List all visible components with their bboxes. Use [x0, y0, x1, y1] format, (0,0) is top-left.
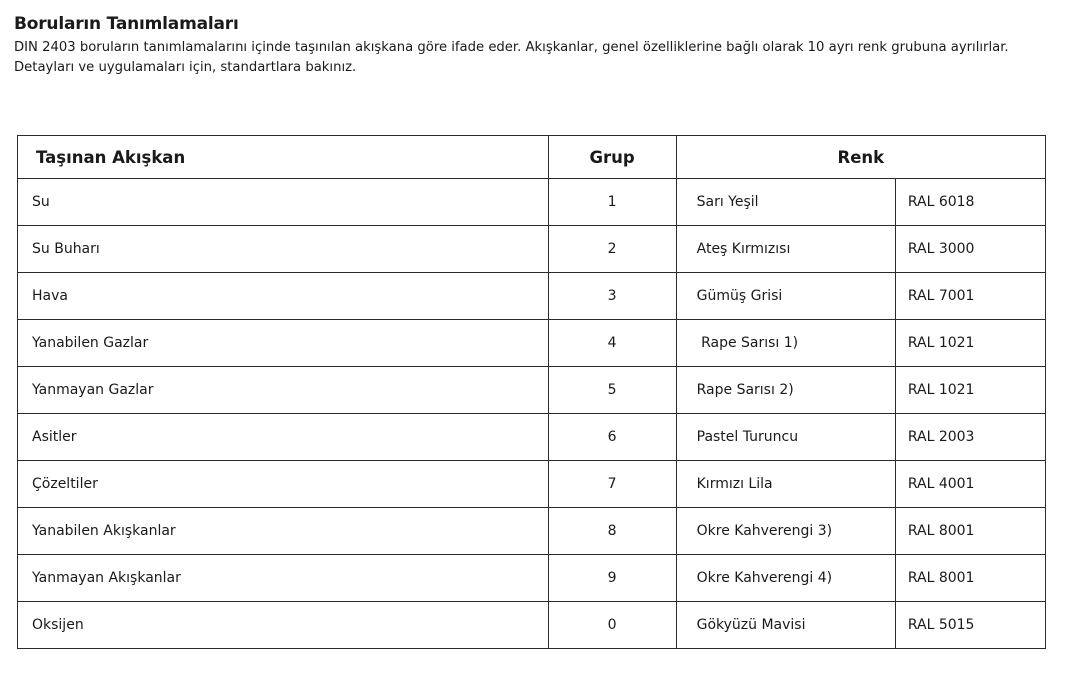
cell-fluid: Yanabilen Gazlar: [18, 320, 549, 367]
cell-group: 6: [548, 414, 676, 461]
table-row: [18, 414, 1046, 461]
cell-group: 1: [548, 179, 676, 226]
cell-ral: RAL 7001: [895, 273, 1045, 320]
cell-color: Ateş Kırmızısı: [676, 226, 895, 273]
cell-fluid: Yanmayan Akışkanlar: [18, 555, 549, 602]
cell-fluid: Yanmayan Gazlar: [18, 367, 549, 414]
cell-color: Pastel Turuncu: [676, 414, 895, 461]
table-row: [18, 273, 1046, 320]
cell-fluid: Su Buharı: [18, 226, 549, 273]
cell-fluid: Oksijen: [18, 602, 549, 649]
cell-ral: RAL 1021: [895, 367, 1045, 414]
cell-ral: RAL 6018: [895, 179, 1045, 226]
cell-ral: RAL 8001: [895, 508, 1045, 555]
cell-fluid: Çözeltiler: [18, 461, 549, 508]
table-row: [18, 508, 1046, 555]
pipe-identification-table: [17, 135, 1046, 649]
cell-ral: RAL 5015: [895, 602, 1045, 649]
cell-ral: RAL 2003: [895, 414, 1045, 461]
cell-color: Okre Kahverengi 4): [676, 555, 895, 602]
table-header-row: [18, 136, 1046, 179]
cell-group: 0: [548, 602, 676, 649]
cell-ral: RAL 3000: [895, 226, 1045, 273]
cell-group: 2: [548, 226, 676, 273]
cell-group: 4: [548, 320, 676, 367]
cell-group: 7: [548, 461, 676, 508]
cell-ral: RAL 8001: [895, 555, 1045, 602]
table-row: [18, 320, 1046, 367]
cell-color: Gümüş Grisi: [676, 273, 895, 320]
cell-fluid: Yanabilen Akışkanlar: [18, 508, 549, 555]
cell-group: 5: [548, 367, 676, 414]
header-group: Grup: [548, 136, 676, 179]
document-title: Boruların Tanımlamaları: [14, 14, 239, 34]
cell-color: Gökyüzü Mavisi: [676, 602, 895, 649]
table-row: [18, 602, 1046, 649]
cell-ral: RAL 1021: [895, 320, 1045, 367]
table-row: [18, 367, 1046, 414]
cell-fluid: Hava: [18, 273, 549, 320]
table-row: [18, 461, 1046, 508]
header-color: Renk: [676, 136, 1045, 179]
cell-color: Okre Kahverengi 3): [676, 508, 895, 555]
cell-ral: RAL 4001: [895, 461, 1045, 508]
document-intro: DIN 2403 boruların tanımlamalarını içinde taşınılan akışkana göre ifade eder. Akışkanlar, genel özelliklerine bağlı olarak 10 ayrı renk grubuna ayrılırlar. Detayları ve uygulamaları için, standartlara bakınız.: [14, 40, 1009, 75]
table-row: [18, 555, 1046, 602]
cell-color: Sarı Yeşil: [676, 179, 895, 226]
cell-group: 9: [548, 555, 676, 602]
table-row: [18, 179, 1046, 226]
header-fluid: Taşınan Akışkan: [18, 136, 549, 179]
cell-color: Rape Sarısı 2): [676, 367, 895, 414]
cell-fluid: Asitler: [18, 414, 549, 461]
cell-color: Rape Sarısı 1): [676, 320, 895, 367]
cell-fluid: Su: [18, 179, 549, 226]
table-row: [18, 226, 1046, 273]
cell-color: Kırmızı Lila: [676, 461, 895, 508]
cell-group: 3: [548, 273, 676, 320]
cell-group: 8: [548, 508, 676, 555]
